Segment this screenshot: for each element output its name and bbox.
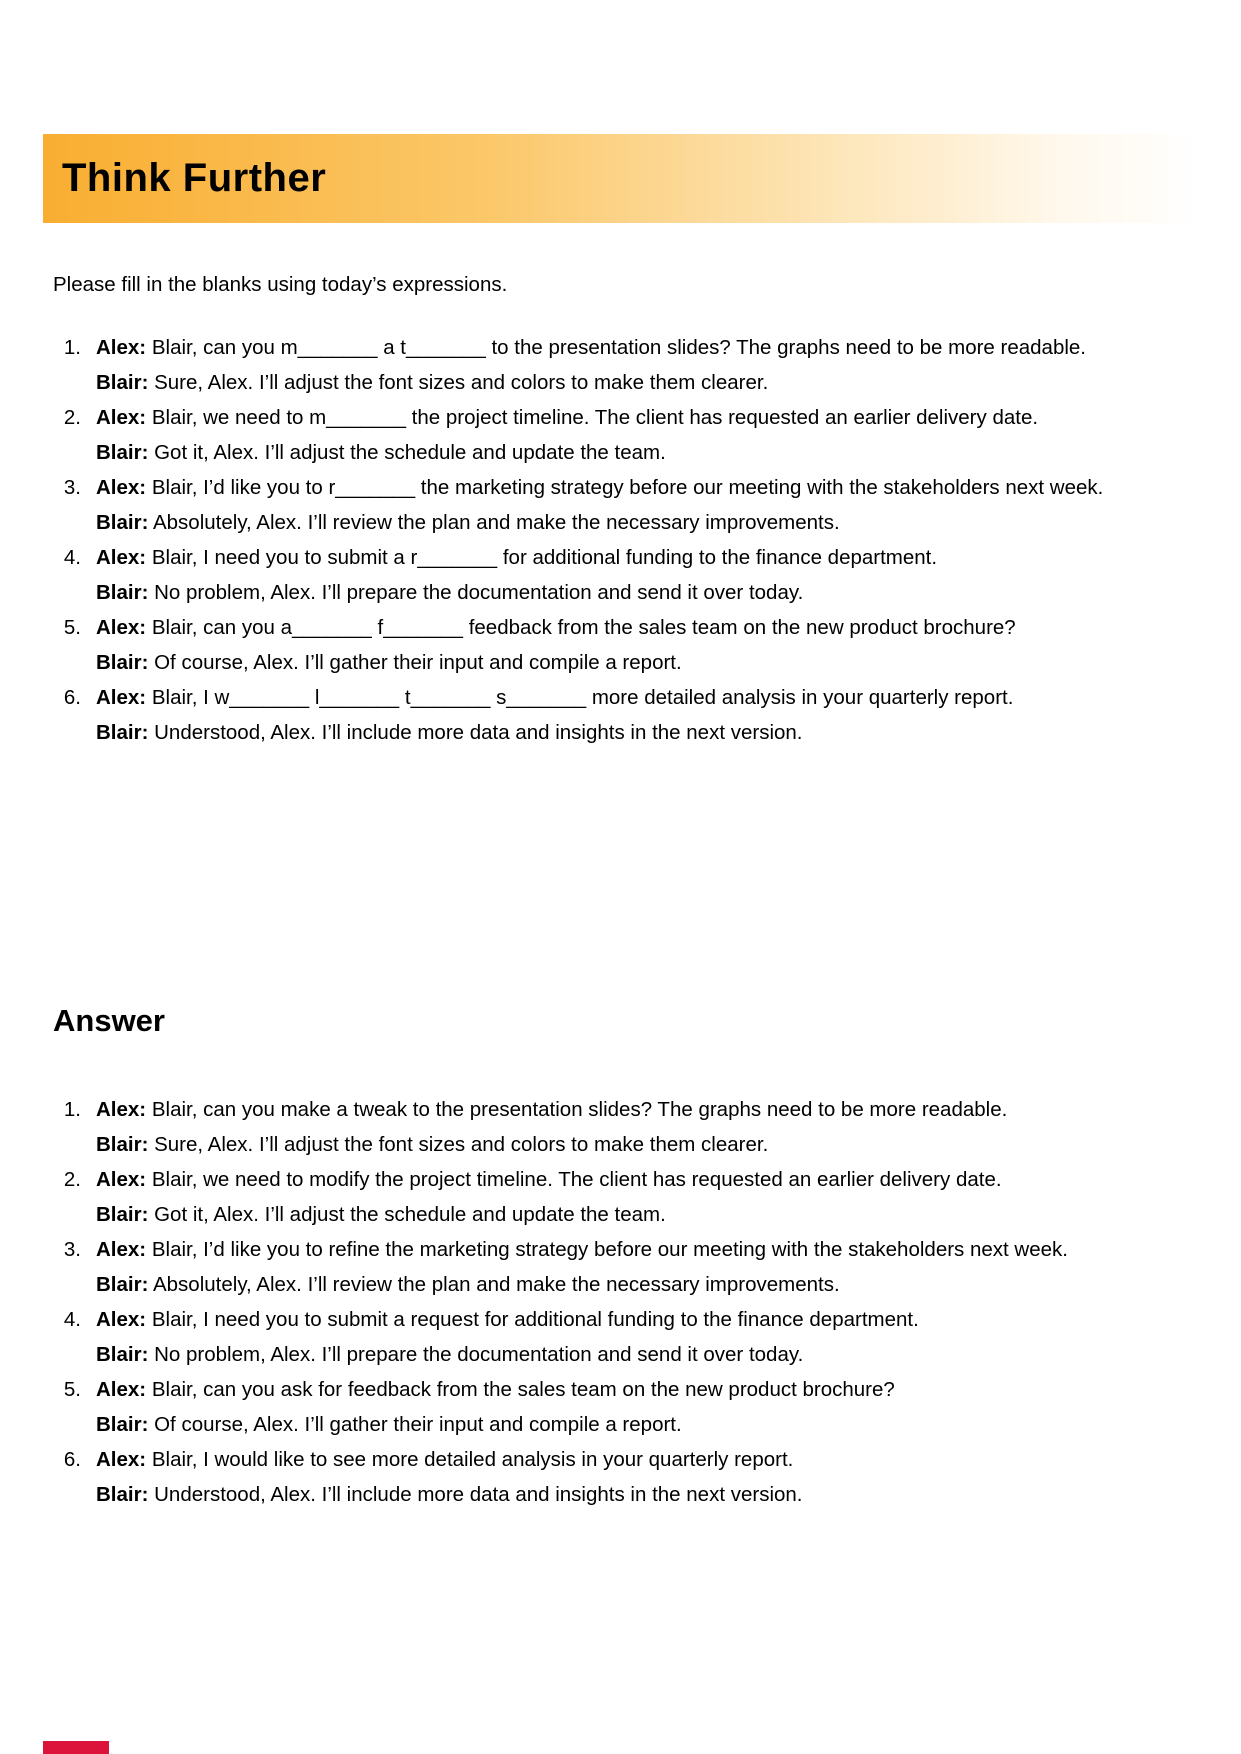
speaker-blair-label: Blair: bbox=[96, 1273, 149, 1296]
dialogue-body bbox=[96, 470, 1196, 540]
alex-line bbox=[96, 1442, 1196, 1477]
blair-text: Sure, Alex. I’ll adjust the font sizes and colors to make them clearer. bbox=[154, 371, 769, 394]
answer-dialogue-list bbox=[53, 1092, 1203, 1512]
blair-line bbox=[96, 1197, 1196, 1232]
item-number: 6. bbox=[63, 686, 81, 709]
answer-heading: Answer bbox=[53, 1003, 165, 1038]
section-title: Think Further bbox=[62, 156, 327, 200]
item-number: 5. bbox=[63, 1378, 81, 1401]
blair-text: Got it, Alex. I’ll adjust the schedule and update the team. bbox=[154, 1203, 666, 1226]
dialogue-body bbox=[96, 1232, 1196, 1302]
item-number: 4. bbox=[63, 546, 81, 569]
blair-text: No problem, Alex. I’ll prepare the documentation and send it over today. bbox=[154, 581, 804, 604]
dialogue-item bbox=[53, 470, 1203, 540]
alex-text: Blair, we need to modify the project timeline. The client has requested an earlier delivery date. bbox=[151, 1168, 1002, 1191]
alex-text: Blair, can you m_______ a t_______ to the presentation slides? The graphs need to be more readable. bbox=[151, 336, 1087, 359]
speaker-alex-label: Alex: bbox=[96, 476, 147, 499]
dialogue-item bbox=[53, 1442, 1203, 1512]
next-section-band-cutoff bbox=[43, 1741, 109, 1754]
dialogue-item bbox=[53, 1162, 1203, 1232]
section-header-band bbox=[43, 134, 1199, 223]
dialogue-body bbox=[96, 610, 1196, 680]
dialogue-item bbox=[53, 1092, 1203, 1162]
speaker-alex-label: Alex: bbox=[96, 406, 147, 429]
alex-line bbox=[96, 1372, 1196, 1407]
alex-text: Blair, can you make a tweak to the presentation slides? The graphs need to be more readable. bbox=[151, 1098, 1008, 1121]
blair-line bbox=[96, 505, 1196, 540]
dialogue-body bbox=[96, 1442, 1196, 1512]
item-number: 5. bbox=[63, 616, 81, 639]
blair-text: Understood, Alex. I’ll include more data and insights in the next version. bbox=[154, 721, 803, 744]
speaker-blair-label: Blair: bbox=[96, 441, 149, 464]
blair-line bbox=[96, 715, 1196, 750]
item-number: 2. bbox=[63, 406, 81, 429]
item-number: 1. bbox=[63, 1098, 81, 1121]
speaker-alex-label: Alex: bbox=[96, 1378, 147, 1401]
blair-text: Got it, Alex. I’ll adjust the schedule and update the team. bbox=[154, 441, 666, 464]
item-number: 4. bbox=[63, 1308, 81, 1331]
dialogue-body bbox=[96, 400, 1196, 470]
exercise-dialogue-list bbox=[53, 330, 1203, 750]
dialogue-body bbox=[96, 330, 1196, 400]
speaker-alex-label: Alex: bbox=[96, 1168, 147, 1191]
blair-line bbox=[96, 575, 1196, 610]
item-number: 1. bbox=[63, 336, 81, 359]
blair-line bbox=[96, 1337, 1196, 1372]
alex-line bbox=[96, 540, 1196, 575]
alex-text: Blair, I need you to submit a r_______ for additional funding to the finance department. bbox=[151, 546, 938, 569]
instructions-text: Please fill in the blanks using today’s expressions. bbox=[53, 273, 508, 296]
speaker-alex-label: Alex: bbox=[96, 546, 147, 569]
alex-line bbox=[96, 1092, 1196, 1127]
speaker-alex-label: Alex: bbox=[96, 1308, 147, 1331]
speaker-alex-label: Alex: bbox=[96, 1238, 147, 1261]
speaker-alex-label: Alex: bbox=[96, 1098, 147, 1121]
item-number: 3. bbox=[63, 476, 81, 499]
speaker-blair-label: Blair: bbox=[96, 1203, 149, 1226]
alex-text: Blair, I need you to submit a request for additional funding to the finance department. bbox=[151, 1308, 919, 1331]
dialogue-item bbox=[53, 1372, 1203, 1442]
alex-text: Blair, can you ask for feedback from the sales team on the new product brochure? bbox=[151, 1378, 895, 1401]
speaker-blair-label: Blair: bbox=[96, 511, 149, 534]
dialogue-body bbox=[96, 1302, 1196, 1372]
blair-text: Absolutely, Alex. I’ll review the plan and make the necessary improvements. bbox=[152, 1273, 840, 1296]
alex-line bbox=[96, 1162, 1196, 1197]
blair-text: Sure, Alex. I’ll adjust the font sizes and colors to make them clearer. bbox=[154, 1133, 769, 1156]
dialogue-item bbox=[53, 610, 1203, 680]
dialogue-item bbox=[53, 540, 1203, 610]
speaker-blair-label: Blair: bbox=[96, 1343, 149, 1366]
speaker-blair-label: Blair: bbox=[96, 1133, 149, 1156]
speaker-blair-label: Blair: bbox=[96, 721, 149, 744]
blair-line bbox=[96, 1407, 1196, 1442]
alex-line bbox=[96, 330, 1196, 365]
item-number: 2. bbox=[63, 1168, 81, 1191]
blair-text: Absolutely, Alex. I’ll review the plan and make the necessary improvements. bbox=[152, 511, 840, 534]
dialogue-item bbox=[53, 680, 1203, 750]
alex-text: Blair, can you a_______ f_______ feedback from the sales team on the new product brochure? bbox=[151, 616, 1016, 639]
blair-line bbox=[96, 1127, 1196, 1162]
dialogue-body bbox=[96, 1092, 1196, 1162]
alex-text: Blair, I w_______ l_______ t_______ s_______ more detailed analysis in your quarterly report. bbox=[151, 686, 1014, 709]
dialogue-body bbox=[96, 680, 1196, 750]
alex-line bbox=[96, 1232, 1196, 1267]
speaker-blair-label: Blair: bbox=[96, 581, 149, 604]
speaker-alex-label: Alex: bbox=[96, 336, 147, 359]
speaker-blair-label: Blair: bbox=[96, 1483, 149, 1506]
alex-text: Blair, I’d like you to refine the marketing strategy before our meeting with the stakeholders next week. bbox=[151, 1238, 1068, 1261]
alex-text: Blair, we need to m_______ the project timeline. The client has requested an earlier delivery date. bbox=[151, 406, 1039, 429]
item-number: 3. bbox=[63, 1238, 81, 1261]
speaker-blair-label: Blair: bbox=[96, 651, 149, 674]
blair-text: No problem, Alex. I’ll prepare the documentation and send it over today. bbox=[154, 1343, 804, 1366]
blair-line bbox=[96, 365, 1196, 400]
alex-line bbox=[96, 400, 1196, 435]
alex-line bbox=[96, 470, 1196, 505]
alex-line bbox=[96, 1302, 1196, 1337]
dialogue-body bbox=[96, 1372, 1196, 1442]
speaker-blair-label: Blair: bbox=[96, 1413, 149, 1436]
alex-text: Blair, I’d like you to r_______ the marketing strategy before our meeting with the stakeholders next week. bbox=[151, 476, 1104, 499]
blair-text: Of course, Alex. I’ll gather their input and compile a report. bbox=[154, 651, 682, 674]
speaker-alex-label: Alex: bbox=[96, 686, 147, 709]
dialogue-item bbox=[53, 1302, 1203, 1372]
dialogue-item bbox=[53, 1232, 1203, 1302]
blair-line bbox=[96, 645, 1196, 680]
alex-text: Blair, I would like to see more detailed analysis in your quarterly report. bbox=[151, 1448, 794, 1471]
blair-text: Understood, Alex. I’ll include more data and insights in the next version. bbox=[154, 1483, 803, 1506]
blair-line bbox=[96, 435, 1196, 470]
dialogue-item bbox=[53, 400, 1203, 470]
alex-line bbox=[96, 680, 1196, 715]
dialogue-item bbox=[53, 330, 1203, 400]
speaker-alex-label: Alex: bbox=[96, 1448, 147, 1471]
blair-line bbox=[96, 1477, 1196, 1512]
dialogue-body bbox=[96, 540, 1196, 610]
dialogue-body bbox=[96, 1162, 1196, 1232]
blair-text: Of course, Alex. I’ll gather their input and compile a report. bbox=[154, 1413, 682, 1436]
item-number: 6. bbox=[63, 1448, 81, 1471]
speaker-alex-label: Alex: bbox=[96, 616, 147, 639]
alex-line bbox=[96, 610, 1196, 645]
blair-line bbox=[96, 1267, 1196, 1302]
speaker-blair-label: Blair: bbox=[96, 371, 149, 394]
